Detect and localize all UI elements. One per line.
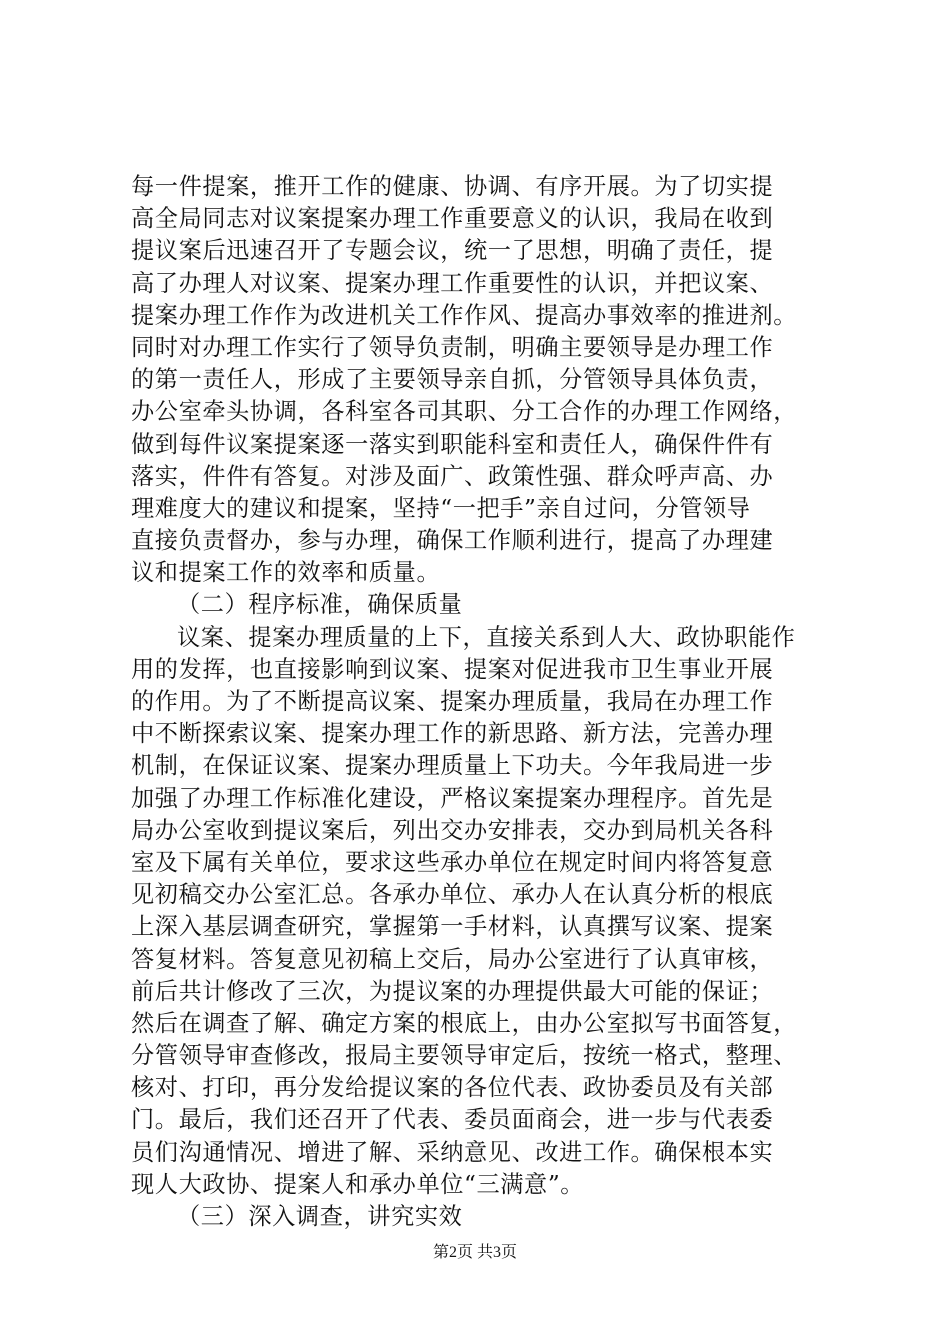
text-line: 员们沟通情况、增进了解、采纳意见、改进工作。确保根本实 [131,1138,774,1166]
text-line: 做到每件议案提案逐一落实到职能科室和责任人，确保件件有 [131,430,774,458]
text-line: 用的发挥，也直接影响到议案、提案对促进我市卫生事业开展 [131,655,774,683]
text-line: 加强了办理工作标准化建设，严格议案提案办理程序。首先是 [131,784,774,812]
text-line: 的作用。为了不断提高议案、提案办理质量，我局在办理工作 [131,688,774,715]
text-line: 答复材料。答复意见初稿上交后，局办公室进行了认真审核， [131,945,774,973]
text-line: 高全局同志对议案提案办理工作重要意义的认识，我局在收到 [131,205,774,233]
text-line: 办公室牵头协调，各科室各司其职、分工合作的办理工作网络， [131,398,798,426]
text-line: 见初稿交办公室汇总。各承办单位、承办人在认真分析的根底 [131,881,774,909]
text-line: 分管领导审查修改，报局主要领导审定后，按统一格式，整理、 [131,1042,798,1070]
section-heading: （三）深入调查，讲究实效 [177,1203,463,1230]
text-line: 每一件提案，推开工作的健康、协调、有序开展。为了切实提 [131,173,774,200]
text-line: 然后在调查了解、确定方案的根底上，由办公室拟写书面答复， [131,1009,798,1037]
text-line: 门。最后，我们还召开了代表、委员面商会，进一步与代表委 [131,1106,774,1134]
text-line: 的第一责任人，形成了主要领导亲自抓，分管领导具体负责， [131,366,774,394]
text-line: 提案办理工作作为改进机关工作作风、提高办事效率的推进剂。 [131,301,798,329]
text-line: 理难度大的建议和提案，坚持“一把手”亲自过问，分管领导 [131,494,751,522]
text-line: 局办公室收到提议案后，列出交办安排表，交办到局机关各科 [131,816,774,844]
text-line: 前后共计修改了三次，为提议案的办理提供最大可能的保证； [131,977,774,1005]
section-heading: （二）程序标准，确保质量 [177,591,463,619]
text-line: 中不断探索议案、提案办理工作的新思路、新方法，完善办理 [131,720,774,748]
text-line: 现人大政协、提案人和承办单位“三满意”。 [131,1170,585,1198]
text-line: 议案、提案办理质量的上下，直接关系到人大、政协职能作 [177,623,796,651]
text-line: 同时对办理工作实行了领导负责制，明确主要领导是办理工作 [131,333,774,361]
text-line: 落实，件件有答复。对涉及面广、政策性强、群众呼声高、办 [131,462,774,490]
text-line: 高了办理人对议案、提案办理工作重要性的认识，并把议案、 [131,269,774,297]
text-line: 提议案后迅速召开了专题会议，统一了思想，明确了责任，提 [131,237,774,265]
text-line: 议和提案工作的效率和质量。 [131,559,441,587]
body-text [131,171,861,1233]
text-line: 机制，在保证议案、提案办理质量上下功夫。今年我局进一步 [131,752,774,780]
text-line: 核对、打印，再分发给提议案的各位代表、政协委员及有关部 [131,1074,774,1102]
text-line: 上深入基层调查研究，掌握第一手材料，认真撰写议案、提案 [131,913,774,941]
text-line: 室及下属有关单位，要求这些承办单位在规定时间内将答复意 [131,848,774,876]
text-line: 直接负责督办，参与办理，确保工作顺利进行，提高了办理建 [131,527,774,555]
page-footer: 第2页 共3页 [432,1244,517,1261]
